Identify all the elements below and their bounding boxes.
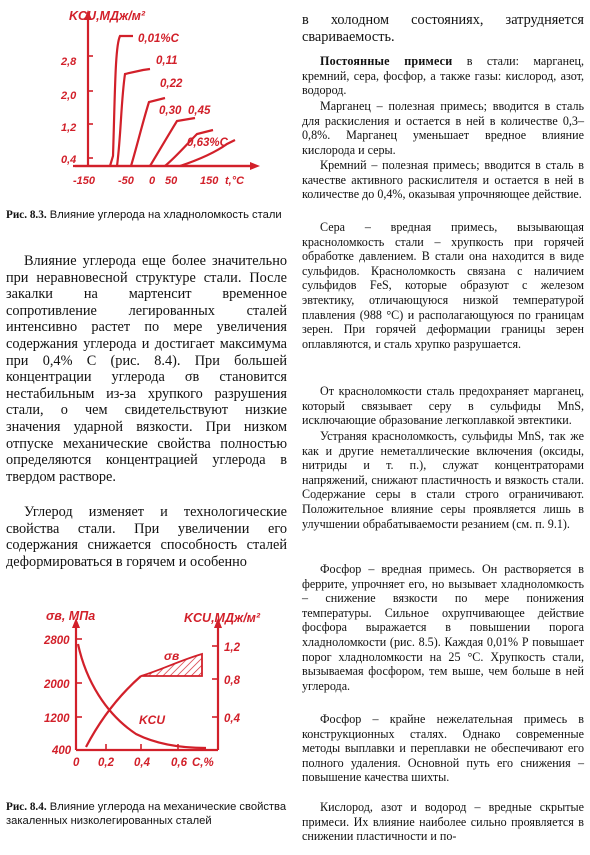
paragraph: От красноломкости сталь предохраняет марганец, который связывает серу в сульфиды MnS, исключающие образование легкоплавкой эвтектики. <box>302 384 584 428</box>
right-tick: 0,8 <box>224 675 240 687</box>
left-tick: 2000 <box>44 679 70 691</box>
x-tick: 0,6 <box>171 757 187 769</box>
x-axis-label: t,°C <box>225 175 245 187</box>
series-label: 0,11 <box>156 55 178 67</box>
paragraph: Марганец – полезная примесь; вводится в сталь для раскисления и остается в ней в количестве 0,3–0,8%. Марганец уменьшает вредное влияние кислорода и серы. <box>302 99 584 157</box>
series-label: 0,22 <box>160 78 183 90</box>
paragraph: Влияние углерода еще более значительно при неравновесной структуре стали. После закалки на мартенсит временное сопротивление легированных сталей интенсивно растет по мере увеличения содержания углерода и достигает максимума при 0,4% С (рис. 8.4). При большей концентрации углерода σв становится нестабильным из-за хрупкого разрушения стали, о чем свидетельствуют низкие значения ударной вязкости. При низком отпуске механические свойства полностью определяются концентрацией углерода в твердом растворе. <box>6 253 287 485</box>
right-axis-label: KCU,МДж/м² <box>184 611 261 625</box>
paragraph: Устраняя красноломкость, сульфиды MnS, так же как и другие неметаллические включения (оксиды, нитриды и т. п.), служат концентраторами напряжений, снижают пластичность и вязкость стали. Содержание серы в стали строго ограничивают. Положительное влияние серы проявляется лишь в улучшении обрабатываемости резанием (см. п. 9.1). <box>302 429 584 531</box>
paragraph: в холодном состояниях, затрудняется свариваемость. <box>302 12 584 45</box>
y-tick-label: 1,2 <box>61 122 77 134</box>
left-tick: 2800 <box>44 635 70 647</box>
kcu-label: KCU <box>139 713 165 727</box>
series-label: 0,45 <box>188 105 211 117</box>
paragraph: Фосфор – вредная примесь. Он растворяется в феррите, упрочняет его, но вызывает хладноломкость – снижение вязкости по мере понижения температуры. Сильное охрупчивающее действие фосфора выражается в повышении порога хладноломкости (рис. 8.5). Каждая 0,01% Р повышает порог хладноломкости на 25 °С. Хрупкость стали, вызываемая фосфором, тем выше, чем больше в ней углерода. <box>302 562 584 693</box>
x-tick: 0,4 <box>134 757 150 769</box>
y-axis-label: KCU,МДж/м² <box>69 9 146 23</box>
x-axis-label: C,% <box>192 757 214 769</box>
paragraph: Углерод изменяет и технологические свойства стали. При увеличении его содержания снижается способность сталей деформироваться в горячем и особенно <box>6 504 287 570</box>
left-axis-label: σв, МПа <box>46 609 96 623</box>
figure-8-3-chart <box>55 6 270 198</box>
fig-caption-text: Влияние углерода на механические свойства закаленных низколегированных сталей <box>6 801 287 827</box>
figure-8-4-chart <box>6 606 287 790</box>
paragraph-text: в стали: марганец, кремний, сера, фосфор, а также газы: кислород, азот, водород. <box>302 54 584 98</box>
x-tick: 0 <box>73 757 80 769</box>
x-tick-label: 50 <box>165 175 178 187</box>
figure-8-4-caption <box>6 800 287 828</box>
y-tick-label: 2,8 <box>61 56 77 68</box>
sigma-label: σв <box>164 649 180 663</box>
paragraph: Кислород, азот и водород – вредные скрытые примеси. Их влияние наиболее сильно проявляется в снижении пластичности и по- <box>302 800 584 844</box>
left-tick: 1200 <box>44 713 70 725</box>
y-tick-label: 0,4 <box>61 154 77 166</box>
x-tick: 0,2 <box>98 757 114 769</box>
x-tick-label: 0 <box>149 175 156 187</box>
figure-8-3-caption <box>6 208 287 222</box>
term-heading: Постоянные примеси <box>320 54 453 68</box>
fig-label: Рис. 8.4. <box>6 801 47 813</box>
x-tick-label: -150 <box>73 175 96 187</box>
paragraph: Кремний – полезная примесь; вводится в сталь в качестве активного раскислителя и остается в ней в количестве до 0,4%, оказывая упрочняющее действие. <box>302 158 584 202</box>
right-tick: 1,2 <box>224 642 240 654</box>
series-label: 0,01%C <box>138 33 179 45</box>
x-tick-label: -50 <box>118 175 134 187</box>
fig-caption-text: Влияние углерода на хладноломкость стали <box>46 209 282 221</box>
right-tick: 0,4 <box>224 713 240 725</box>
paragraph <box>302 54 584 98</box>
y-tick-label: 2,0 <box>61 90 77 102</box>
paragraph: Фосфор – крайне нежелательная примесь в конструкционных сталях. Однако современные методы выплавки и переплавки не обеспечивают его полного удаления. Основной путь его снижения – повышение качества шихты. <box>302 712 584 785</box>
series-label: 0,30 <box>159 105 182 117</box>
fig-label: Рис. 8.3. <box>6 209 47 221</box>
x-tick-label: 150 <box>200 175 219 187</box>
paragraph: Сера – вредная примесь, вызывающая красноломкость стали – хрупкость при горячей обработке давлением. В стали она находится в виде сульфидов. Красноломкость связана с наличием сульфидов FeS, которые образуют с железом эвтектику, отличающуюся низкой температурой плавления (988 °С) и располагающуюся по границам зерен. При горячей деформации границы зерен оплавляются, и сталь хрупко разрушается. <box>302 220 584 351</box>
left-tick: 400 <box>52 745 72 757</box>
series-label: 0,63%C <box>187 137 228 149</box>
